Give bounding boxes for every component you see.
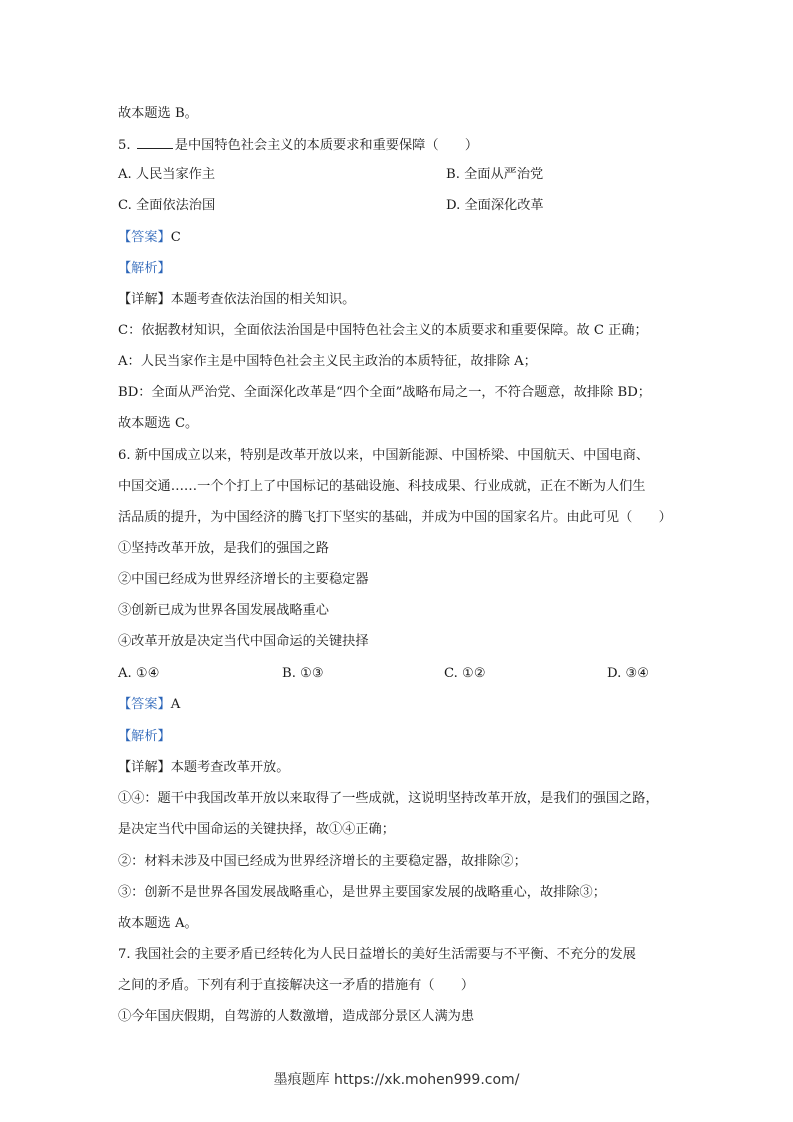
detail-line — [118, 758, 678, 778]
analysis-tag: 【解析】 — [118, 729, 171, 744]
text-line: A：人民当家作主是中国特色社会主义民主政治的本质特征，故排除 A； — [118, 354, 537, 369]
detail-tag: 【详解】 — [118, 760, 171, 775]
text-line: 之间的矛盾。下列有利于直接解决这一矛盾的措施有（ ） — [118, 978, 475, 993]
text-line: C：依据教材知识，全面依法治国是中国特色社会主义的本质要求和重要保障。故 C 正确； — [118, 323, 648, 338]
statement-2: ②中国已经成为世界经济增长的主要稳定器 — [118, 572, 369, 587]
answer-value: A — [170, 697, 181, 712]
detail-text: 本题考查依法治国的相关知识。 — [170, 292, 356, 307]
page-footer-watermark: 墨痕题库 https://xk.mohen999.com/ — [273, 1072, 520, 1088]
text-line: 故本题选 A。 — [118, 916, 198, 931]
text-line: ③：创新不是世界各国发展战略重心，是世界主要国家发展的战略重心，故排除③； — [118, 885, 606, 900]
option-a: A. 人民当家作主 — [118, 167, 216, 182]
option-d: D. ③④ — [607, 666, 650, 681]
text-line: 是决定当代中国命运的关键抉择，故①④正确； — [118, 822, 395, 837]
detail-tag: 【详解】 — [118, 292, 171, 307]
answer-tag: 【答案】 — [118, 230, 171, 245]
text-line: ②：材料未涉及中国已经成为世界经济增长的主要稳定器，故排除②； — [118, 854, 527, 869]
option-d: D. 全面深化改革 — [446, 198, 544, 213]
question-7-stem: 7. 我国社会的主要矛盾已经转化为人民日益增长的美好生活需要与不平衡、不充分的发展 — [118, 947, 636, 962]
question-number: 5. — [118, 138, 131, 153]
answer-line — [118, 695, 678, 715]
option-b: B. 全面从严治党 — [446, 167, 544, 182]
text-line: 故本题选 C。 — [118, 416, 199, 431]
detail-text: 本题考查改革开放。 — [170, 760, 290, 775]
answer-tag: 【答案】 — [118, 697, 171, 712]
text-line: 活品质的提升，为中国经济的腾飞打下坚实的基础，并成为中国的国家名片。由此可见（ ） — [118, 510, 672, 525]
answer-blank — [137, 135, 173, 149]
statement-3: ③创新已成为世界各国发展战略重心 — [118, 603, 329, 618]
answer-line — [118, 228, 678, 248]
statement-1: ①今年国庆假期，自驾游的人数激增，造成部分景区人满为患 — [118, 1009, 475, 1024]
text-line: 中国交通……一个个打上了中国标记的基础设施、科技成果、行业成就，正在不断为人们生 — [118, 479, 646, 494]
question-6-stem: 6. 新中国成立以来，特别是改革开放以来，中国新能源、中国桥梁、中国航天、中国电商、 — [118, 448, 650, 463]
detail-line — [118, 290, 678, 310]
text-line: 故本题选 B。 — [118, 106, 198, 121]
statement-4: ④改革开放是决定当代中国命运的关键抉择 — [118, 634, 369, 649]
option-b: B. ①③ — [282, 666, 324, 681]
answer-value: C — [170, 230, 181, 245]
text-line: ①④：题干中我国改革开放以来取得了一些成就，这说明坚持改革开放，是我们的强国之路， — [118, 791, 659, 806]
text-line: BD：全面从严治党、全面深化改革是“四个全面”战略布局之一，不符合题意，故排除 BD； — [118, 385, 651, 400]
option-c: C. ①② — [444, 666, 486, 681]
analysis-tag: 【解析】 — [118, 261, 171, 276]
statement-1: ①坚持改革开放，是我们的强国之路 — [118, 541, 329, 556]
option-c: C. 全面依法治国 — [118, 198, 216, 213]
question-5-stem — [118, 135, 678, 156]
option-a: A. ①④ — [118, 666, 160, 681]
question-text: 是中国特色社会主义的本质要求和重要保障（ ） — [174, 138, 479, 153]
